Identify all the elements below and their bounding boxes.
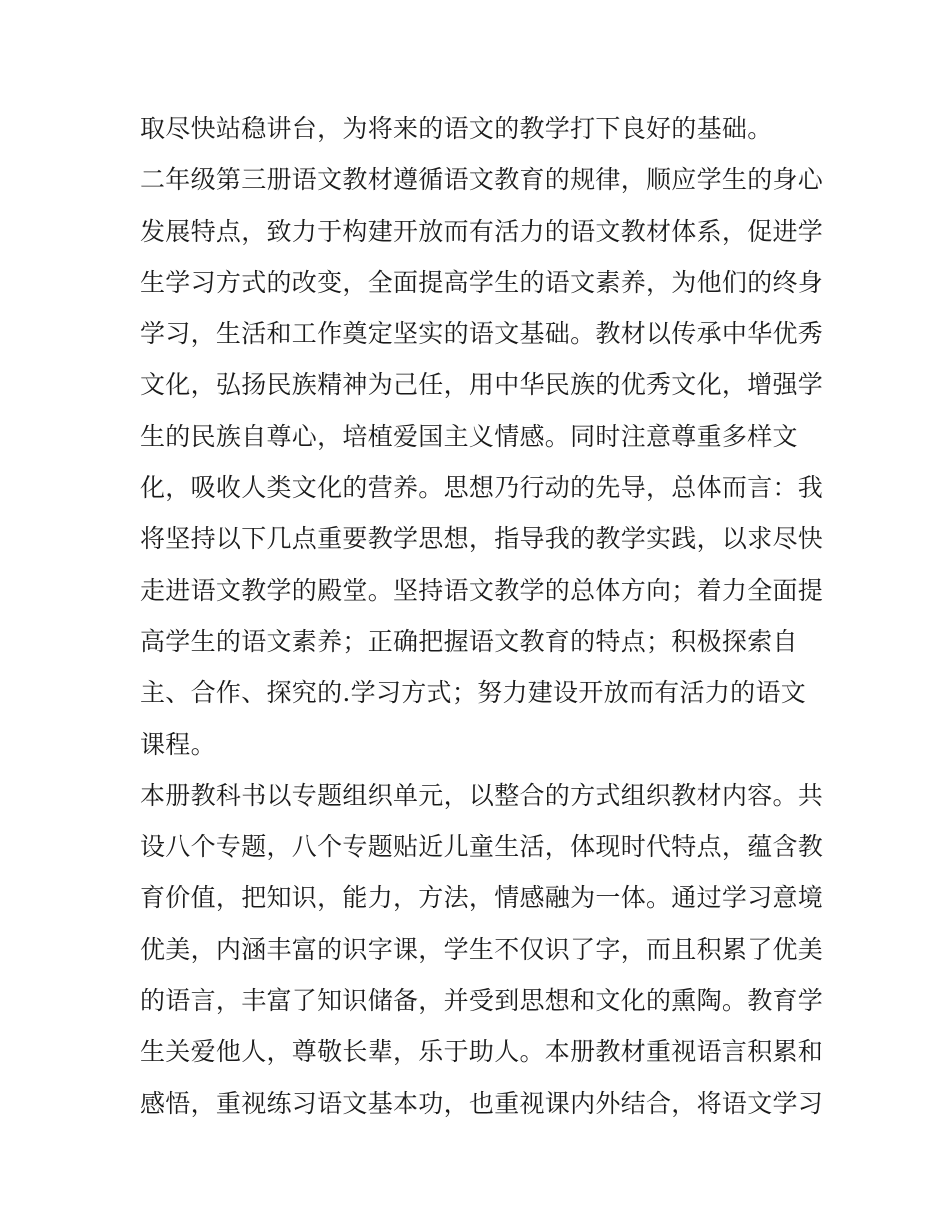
text-line: 发展特点，致力于构建开放而有活力的语文教材体系，促进学 (140, 216, 824, 246)
text-line: 二年级第三册语文教材遵循语文教育的规律，顺应学生的身心 (140, 165, 824, 195)
text-line: 取尽快站稳讲台，为将来的语文的教学打下良好的基础。 (140, 114, 773, 143)
text-line: 优美，内涵丰富的识字课，学生不仅识了字，而且积累了优美 (140, 934, 824, 964)
text-line: 生的民族自尊心，培植爱国主义情感。同时注意尊重多样文 (140, 421, 798, 451)
text-line: 生学习方式的改变，全面提高学生的语文素养，为他们的终身 (140, 267, 824, 297)
text-line: 感悟，重视练习语文基本功，也重视课内外结合，将语文学习 (140, 1088, 824, 1118)
text-line: 化，吸收人类文化的营养。思想乃行动的先导，总体而言：我 (140, 473, 824, 503)
text-line: 育价值，把知识，能力，方法，情感融为一体。通过学习意境 (140, 883, 824, 913)
text-line: 设八个专题，八个专题贴近儿童生活，体现时代特点，蕴含教 (140, 832, 824, 862)
text-line: 走进语文教学的殿堂。坚持语文教学的总体方向；着力全面提 (140, 575, 824, 605)
document-body (140, 103, 824, 1129)
text-line: 的语言，丰富了知识储备，并受到思想和文化的熏陶。教育学 (140, 986, 824, 1016)
text-line: 学习，生活和工作奠定坚实的语文基础。教材以传承中华优秀 (140, 319, 824, 349)
text-line: 生关爱他人，尊敬长辈，乐于助人。本册教材重视语言积累和 (140, 1037, 824, 1067)
text-line: 本册教科书以专题组织单元，以整合的方式组织教材内容。共 (140, 780, 824, 810)
text-line: 主、合作、探究的.学习方式；努力建设开放而有活力的语文 (140, 678, 807, 708)
text-line: 文化，弘扬民族精神为己任，用中华民族的优秀文化，增强学 (140, 370, 824, 400)
text-line: 高学生的语文素养；正确把握语文教育的特点；积极探索自 (140, 626, 798, 656)
text-line: 课程。 (140, 729, 216, 759)
text-line: 将坚持以下几点重要教学思想，指导我的教学实践，以求尽快 (140, 524, 824, 554)
